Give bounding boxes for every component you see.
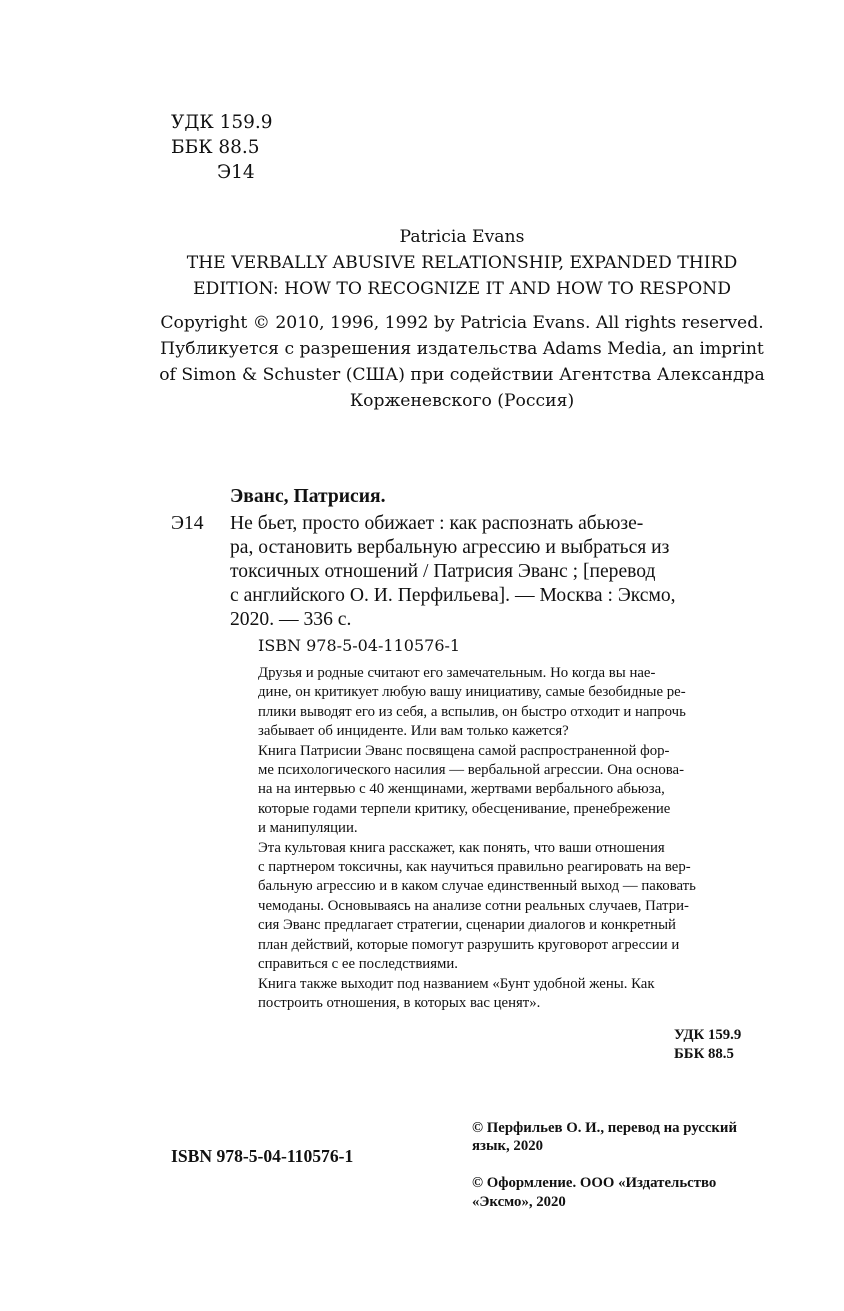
copyright-translation: © Перфильев О. И., перевод на русский язык, 2020 bbox=[472, 1119, 737, 1155]
catalog-description: Не бьет, просто обижает : как распознать абьюзе- ра, остановить вербальную агрессию и выбраться из токсичных отношений / Патрисия Эванс ; [перевод с английского О. И. Перфильева]. — Москва : Эксмо, 2020. — 336 с. bbox=[230, 513, 676, 630]
original-edition-info bbox=[150, 224, 774, 414]
copyright-design: © Оформление. ООО «Издательство «Эксмо», 2020 bbox=[472, 1175, 717, 1210]
annotation-paragraph-3: Эта культовая книга расскажет, как понять, что ваши отношения с партнером токсичны, как научиться правильно реагировать на вер- бальную агрессию и в каком случае единственный выход — паковать чемоданы. Основываясь на анализе сотни реальных случаев, Патри- сия Эванс предлагает стратегии, сценарии диалогов и конкретный план действий, которые помогут разрушить круговорот агрессии и справиться с ее последствиями. bbox=[258, 839, 696, 973]
footer-classification-codes bbox=[674, 1026, 741, 1064]
bbk-code: ББК 88.5 bbox=[171, 137, 260, 158]
catalog-isbn: ISBN 978-5-04-110576-1 bbox=[258, 636, 461, 655]
rights-line-4: Корженевского (Россия) bbox=[349, 391, 575, 411]
annotation-paragraph-2: Книга Патрисии Эванс посвящена самой распространенной фор- ме психологического насилия — вербальной агрессии. Она основа- на на интервью с 40 женщинами, жертвами вербального абьюза, которые годами терпели критику, обесценивание, пренебрежение и манипуляции. bbox=[258, 742, 685, 837]
annotation-paragraph-1: Друзья и родные считают его замечательным. Но когда вы нае- дине, он критикует любую вашу инициативу, самые безобидные ре- плики выводят его из себя, а вспылив, он быстро отходит и напрочь забывает об инциденте. Или вам только кажется? bbox=[258, 665, 686, 740]
annotation bbox=[258, 664, 756, 1013]
udk-code: УДК 159.9 bbox=[171, 112, 273, 133]
copyright-block bbox=[472, 1100, 762, 1230]
original-title-line-1: THE VERBALLY ABUSIVE RELATIONSHIP, EXPANDED THIRD bbox=[186, 253, 738, 273]
original-author: Patricia Evans bbox=[399, 227, 525, 247]
rights-line-1: Copyright © 2010, 1996, 1992 by Patricia Evans. All rights reserved. bbox=[160, 313, 764, 333]
header-classification-codes bbox=[171, 110, 273, 185]
footer-bbk-code: ББК 88.5 bbox=[674, 1046, 734, 1062]
isbn-bottom: ISBN 978-5-04-110576-1 bbox=[171, 1146, 354, 1166]
annotation-paragraph-4: Книга также выходит под названием «Бунт удобной жены. Как построить отношения, в которых вас ценят». bbox=[258, 975, 655, 1011]
author-mark: Э14 bbox=[217, 162, 255, 183]
footer-udk-code: УДК 159.9 bbox=[674, 1027, 742, 1043]
catalog-author: Эванс, Патрисия. bbox=[230, 486, 386, 507]
rights-line-3: of Simon & Schuster (США) при содействии Агентства Александра bbox=[159, 365, 765, 385]
catalog-author-mark: Э14 bbox=[171, 513, 204, 534]
original-title-line-2: EDITION: HOW TO RECOGNIZE IT AND HOW TO RESPOND bbox=[193, 279, 731, 299]
rights-line-2: Публикуется с разрешения издательства Adams Media, an imprint bbox=[160, 339, 764, 359]
